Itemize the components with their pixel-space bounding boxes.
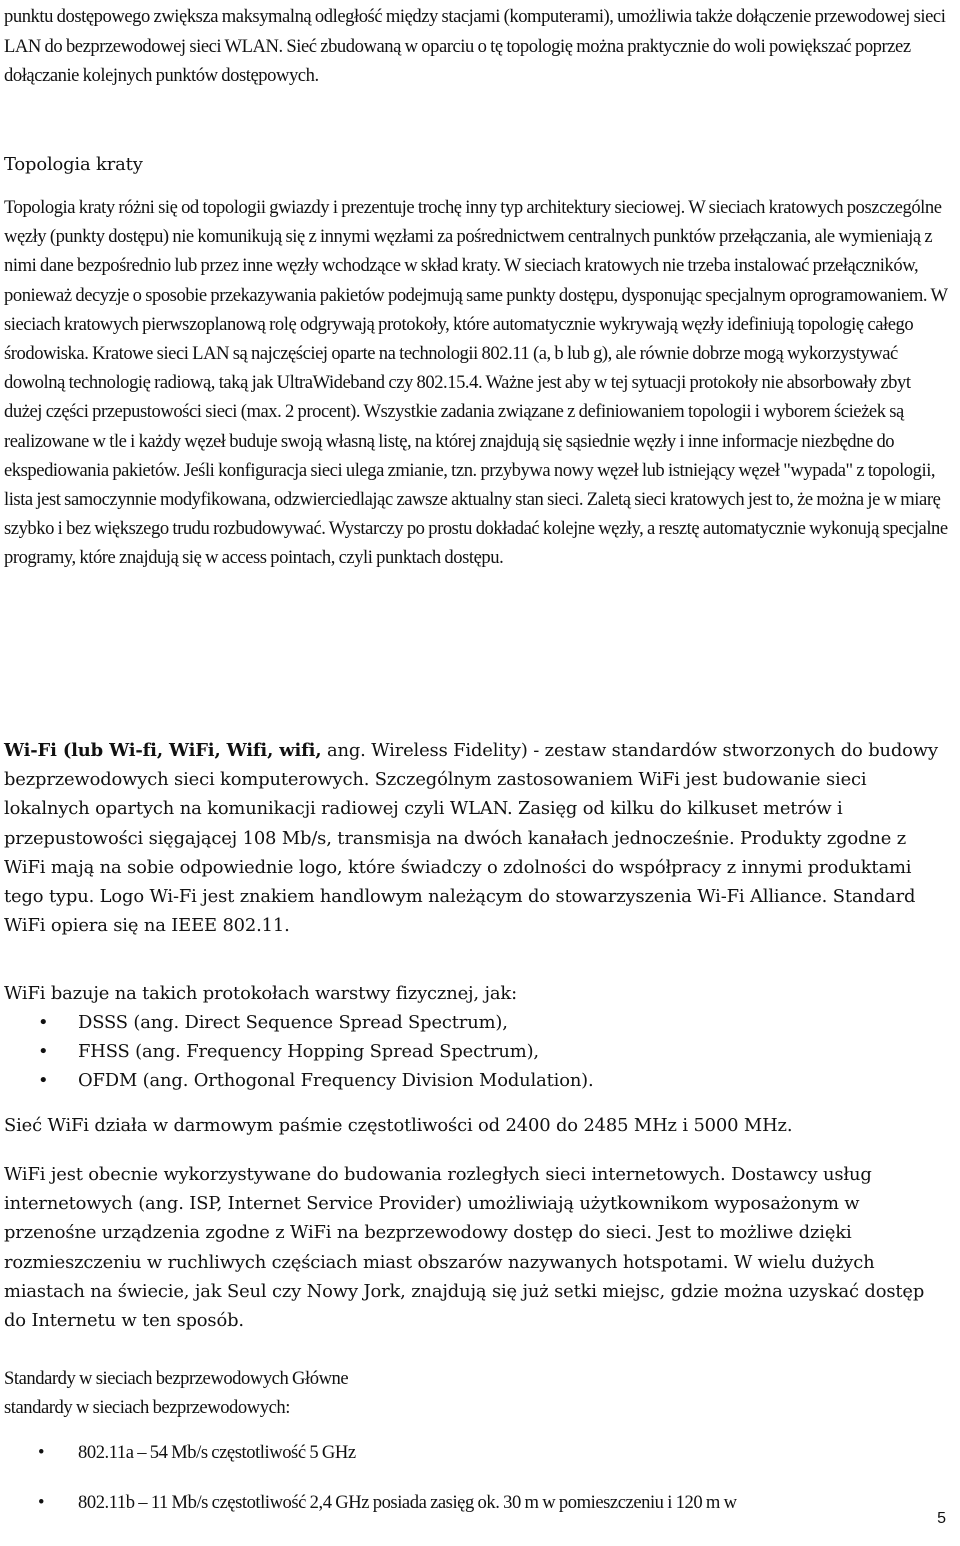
list-item-text: 802.11b – 11 Mb/s częstotliwość 2,4 GHz posiada zasięg ok. 30 m w pomieszczeniu i 120 m w — [78, 1492, 737, 1513]
wifi-definition-text: ang. Wireless Fidelity) - zestaw standardów stworzonych do budowy bezprzewodowych sieci komputerowych. Szczególnym zastosowaniem WiFi jest budowanie sieci lokalnych opartych na komunikacji radiowej czyli WLAN. Zasięg od kilku do kilkuset metrów i przepustowości sięgającej 108 Mb/s, transmisja na dwóch kanałach jednocześnie. Produkty zgodne z WiFi mają na sobie odpowiednie logo, które świadczy o zdolności do współpracy z innymi produktami tego typu. Logo Wi-Fi jest znakiem handlowym należącym do stowarzyszenia Wi-Fi Alliance. Standard WiFi opiera się na IEEE 802.11. — [4, 740, 938, 937]
frequency-paragraph: Sieć WiFi działa w darmowym paśmie częstotliwości od 2400 do 2485 MHz i 5000 MHz. — [4, 1115, 793, 1136]
list-item-text: DSSS (ang. Direct Sequence Spread Spectrum), — [78, 1012, 508, 1033]
physical-layer-list — [4, 1008, 948, 1095]
page-number: 5 — [937, 1510, 946, 1527]
bullet-icon: • — [38, 1012, 49, 1033]
standards-heading-line: standardy w sieciach bezprzewodowych: — [4, 1397, 290, 1418]
wifi-term: Wi-Fi (lub Wi-fi, WiFi, Wifi, wifi, — [4, 740, 322, 761]
list-item — [4, 1066, 948, 1095]
bullet-icon: • — [38, 1492, 45, 1513]
mesh-topology-heading: Topologia kraty — [4, 154, 143, 175]
wifi-definition-paragraph — [4, 736, 948, 940]
intro-paragraph: punktu dostępowego zwiększa maksymalną odległość między stacjami (komputerami), umożliwia także dołączenie przewodowej sieci LAN do bezprzewodowej sieci WLAN. Sieć zbudowaną w oparciu o tę topologię można praktycznie do woli powiększać poprzez dołączanie kolejnych punktów dostępowych. — [4, 6, 946, 86]
bullet-icon: • — [38, 1442, 45, 1463]
list-item — [4, 1037, 948, 1066]
list-item — [4, 1488, 948, 1517]
list-item-text: OFDM (ang. Orthogonal Frequency Division Modulation). — [78, 1070, 594, 1091]
list-item-text: FHSS (ang. Frequency Hopping Spread Spectrum), — [78, 1041, 539, 1062]
bullet-icon: • — [38, 1041, 49, 1062]
wifi-usage-paragraph: WiFi jest obecnie wykorzystywane do budowania rozległych sieci internetowych. Dostawcy usług internetowych (ang. ISP, Internet Service Provider) umożliwiają użytkownikom wyposażonym w przenośne urządzenia zgodne z WiFi na bezprzewodowy dostęp do sieci. Jest to możliwe dzięki rozmieszczeniu w ruchliwych częściach miast obszarów nazywanych hotspotami. W wielu dużych miastach na świecie, jak Seul czy Nowy Jork, znajdują się już setki miejsc, gdzie można uzyskać dostęp do Internetu w ten sposób. — [4, 1164, 925, 1332]
mesh-topology-paragraph: Topologia kraty różni się od topologii gwiazdy i prezentuje trochę inny typ architektury sieciowej. W sieciach kratowych poszczególne węzły (punkty dostępu) nie komunikują się z innymi węzłami za pośrednictwem centralnych punktów przełączania, ale wymieniają z nimi dane bezpośrednio lub przez inne węzły wchodzące w skład kraty. W sieciach kratowych nie trzeba instalować przełączników, ponieważ decyzje o sposobie przekazywania pakietów podejmują same punkty dostępu, dysponując specjalnym oprogramowaniem. W sieciach kratowych pierwszoplanową rolę odgrywają protokoły, które automatycznie wykrywają węzły idefiniują topologię całego środowiska. Kratowe sieci LAN są najczęściej oparte na technologii 802.11 (a, b lub g), ale równie dobrze mogą wykorzystywać dowolną technologię radiową, taką jak UltraWideband czy 802.15.4. Ważne jest aby w tej sytuacji protokoły nie absorbowały zbyt dużej części przepustowości sieci (max. 2 procent). Wszystkie zadania związane z definiowaniem topologii i wyborem ścieżek są realizowane w tle i każdy węzeł buduje swoją własną listę, na której znajdują się sąsiednie węzły i inne informacje niezbędne do ekspediowania pakietów. Jeśli konfiguracja sieci ulega zmianie, tzn. przybywa nowy węzeł lub istniejący węzeł "wypada" z topologii, lista jest samoczynnie modyfikowana, odzwierciedlając zawsze aktualny stan sieci. Zaletą sieci kratowych jest to, że można je w miarę szybko i bez większego trudu rozbudowywać. Wystarczy po prostu dokładać kolejne węzły, a resztę automatycznie wykonują specjalne programy, które znajdują się w access pointach, czyli punktach dostępu. — [4, 197, 948, 569]
standards-heading-line: Standardy w sieciach bezprzewodowych Główne — [4, 1368, 349, 1389]
list-item — [4, 1438, 948, 1467]
list-item-text: 802.11a – 54 Mb/s częstotliwość 5 GHz — [78, 1442, 356, 1463]
standards-heading — [4, 1364, 948, 1422]
standards-list — [4, 1438, 948, 1517]
list-item — [4, 1008, 948, 1037]
bullet-icon: • — [38, 1070, 49, 1091]
physical-layer-intro: WiFi bazuje na takich protokołach warstwy fizycznej, jak: — [4, 983, 517, 1004]
